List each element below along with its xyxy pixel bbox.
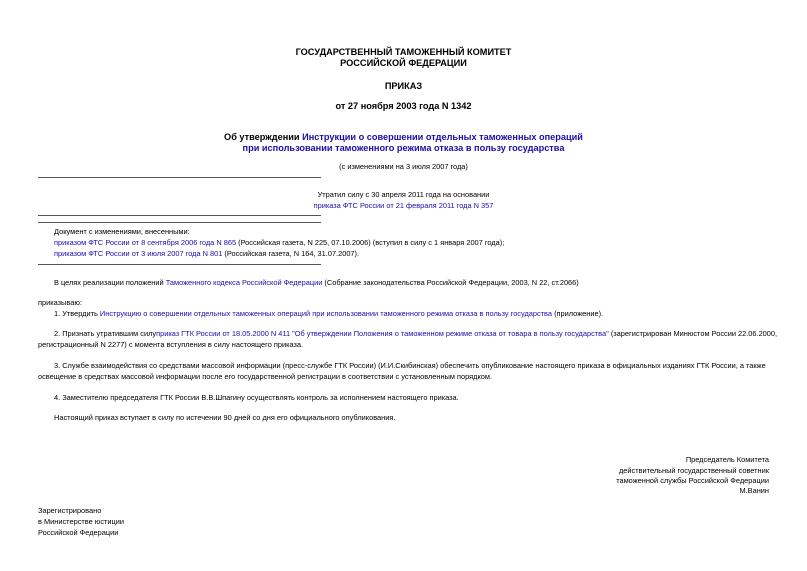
title-link[interactable]: Инструкции о совершении отдельных таможенных операций — [302, 132, 583, 142]
p3-post: (зарегистрирован Минюстом России 22.06.2000, — [608, 329, 778, 338]
paragraph-3-line-1 — [54, 329, 777, 338]
title-prefix: Об утверждении — [224, 132, 303, 142]
paragraph-2 — [54, 309, 603, 318]
p1-pre: В целях реализации положений — [54, 278, 166, 287]
paragraph-1 — [54, 278, 579, 287]
amendment-link-1[interactable]: приказом ФТС России от 8 сентября 2006 года N 865 — [54, 238, 237, 247]
p1-post: (Собрание законодательства Российской Федерации, 2003, N 22, ст.2066) — [322, 278, 579, 287]
divider — [38, 222, 321, 223]
amendment-item-1 — [54, 238, 504, 247]
paragraph-6: Настоящий приказ вступает в силу по истечении 90 дней со дня его официального опубликования. — [54, 413, 396, 422]
p2-pre: 1. Утвердить — [54, 309, 100, 318]
amendments-intro: Документ с изменениями, внесенными: — [54, 227, 190, 236]
registered-line-3: Российской Федерации — [38, 528, 119, 537]
paragraph-4-line-1: 3. Службе взаимодействия со средствами массовой информации (пресс-службе ГТК России) (И.И.Скибинская) обеспечить опубликование настоящего приказа в официальных изданиях ГТК России, а также — [54, 361, 766, 370]
changes-note: (с изменениями на 3 июля 2007 года) — [339, 162, 468, 171]
signature-line-2: действительный государственный советник — [618, 466, 769, 475]
p3-pre: 2. Признать утратившим силу — [54, 329, 157, 338]
amendment-text-1: (Российская газета, N 225, 07.10.2006) (вступил в силу с 1 января 2007 года); — [236, 238, 505, 247]
signature-name: М.Ванин — [739, 486, 769, 495]
amendment-item-2 — [54, 249, 359, 258]
instruction-link[interactable]: Инструкцию о совершении отдельных таможенных операций при использовании таможенного режима отказа в пользу государства — [99, 309, 553, 318]
expired-text: Утратил силу с 30 апреля 2011 года на основании — [317, 190, 490, 199]
document-type: ПРИКАЗ — [384, 81, 423, 91]
issuer-line-2: РОССИЙСКОЙ ФЕДЕРАЦИИ — [340, 58, 467, 68]
signature-line-3: таможенной службы Российской Федерации — [616, 476, 769, 485]
paragraph-5: 4. Заместителю председателя ГТК России В.В.Шпагину осуществлять контроль за исполнением настоящего приказа. — [54, 393, 459, 402]
issuer-line-1: ГОСУДАРСТВЕННЫЙ ТАМОЖЕННЫЙ КОМИТЕТ — [295, 47, 512, 57]
document-title-line-1 — [0, 132, 807, 142]
divider — [38, 177, 321, 178]
paragraph-4-line-2: освещение в средствах массовой информации после его государственной регистрации в соответствии с установленным порядком. — [38, 372, 493, 381]
repealed-order-link[interactable]: приказ ГТК России от 18.05.2000 N 411 "Об утверждении Положения о таможенном режиме отказа от товара в пользу государства" — [156, 329, 609, 338]
registered-line-1: Зарегистрировано — [38, 506, 102, 515]
title-link-cont[interactable]: при использовании таможенного режима отказа в пользу государства — [242, 143, 565, 153]
expired-link[interactable]: приказа ФТС России от 21 февраля 2011 года N 357 — [313, 201, 494, 210]
p2-post: (приложение). — [552, 309, 604, 318]
registered-line-2: в Министерстве юстиции — [38, 517, 125, 526]
amendment-link-2[interactable]: приказом ФТС России от 3 июля 2007 года N 801 — [54, 249, 223, 258]
document-date-number: от 27 ноября 2003 года N 1342 — [335, 101, 472, 111]
amendment-text-2: (Российская газета, N 164, 31.07.2007). — [222, 249, 360, 258]
paragraph-3-line-2: регистрационный N 2277) с момента вступления в силу настоящего приказа. — [38, 340, 304, 349]
divider — [38, 264, 321, 265]
order-word: приказываю: — [38, 298, 82, 307]
customs-code-link[interactable]: Таможенного кодекса Российской Федерации — [165, 278, 323, 287]
signature-line-1: Председатель Комитета — [685, 455, 769, 464]
divider — [38, 215, 321, 216]
document-title-line-2 — [0, 143, 807, 153]
